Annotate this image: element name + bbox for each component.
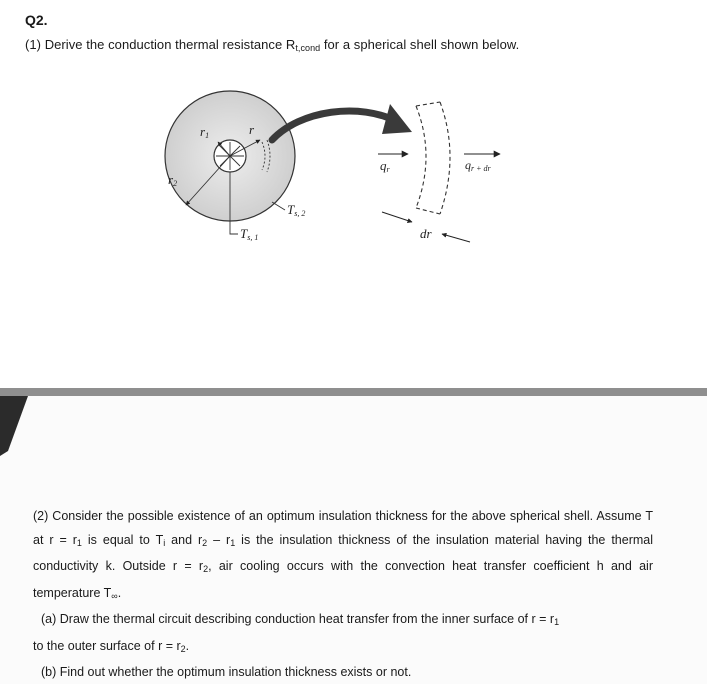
- label-r1: $r_1$: [200, 124, 210, 140]
- page-separator: [0, 388, 707, 396]
- part2-a: (a) Draw the thermal circuit describing conduction heat transfer from the inner surface of $r = r_1$: [41, 612, 560, 627]
- label-ts1: $T_{s, 1}$: [240, 226, 259, 242]
- part1-suffix: for a spherical shell shown below.: [320, 37, 520, 52]
- spherical-shell-figure: [150, 80, 530, 260]
- question-part2: [33, 505, 653, 685]
- dr-arrow-right: [442, 234, 470, 242]
- question-title: Q2.: [25, 12, 48, 28]
- part1-subscript: t,cond: [295, 43, 321, 53]
- label-r: r: [249, 122, 255, 137]
- page-curl-shadow: [0, 396, 28, 456]
- part2-a-cont: to the outer surface of $r = r_2$.: [33, 638, 190, 654]
- part2-b: (b) Find out whether the optimum insulation thickness exists or not.: [41, 665, 412, 679]
- curved-arrow-head: [382, 104, 412, 134]
- ts2-leader: [272, 202, 285, 210]
- label-qr: $q_r$: [380, 158, 390, 174]
- label-r2: $r_2$: [168, 172, 178, 188]
- part2-intro: (2) Consider the possible existence of an optimum insulation thickness for the above spherical shell. Assume T at $r = r_1$ is equal to $T_i$ and $r_2 - r_1$ is the insulation thickness of the insulation material having the thermal conductivity k. Outside $r = r_2$, air cooling occurs with the convection heat transfer coefficient h and air temperature $T_\infty$.: [33, 509, 654, 601]
- label-dr: dr: [420, 226, 432, 241]
- shell-element: [416, 102, 450, 214]
- dr-arrow-left: [382, 212, 412, 222]
- part1-prefix: (1) Derive the conduction thermal resistance R: [25, 37, 296, 52]
- label-qrdr: $q_{r + dr}$: [465, 158, 491, 173]
- label-ts2: $T_{s, 2}$: [287, 202, 306, 218]
- question-part1: [25, 37, 519, 53]
